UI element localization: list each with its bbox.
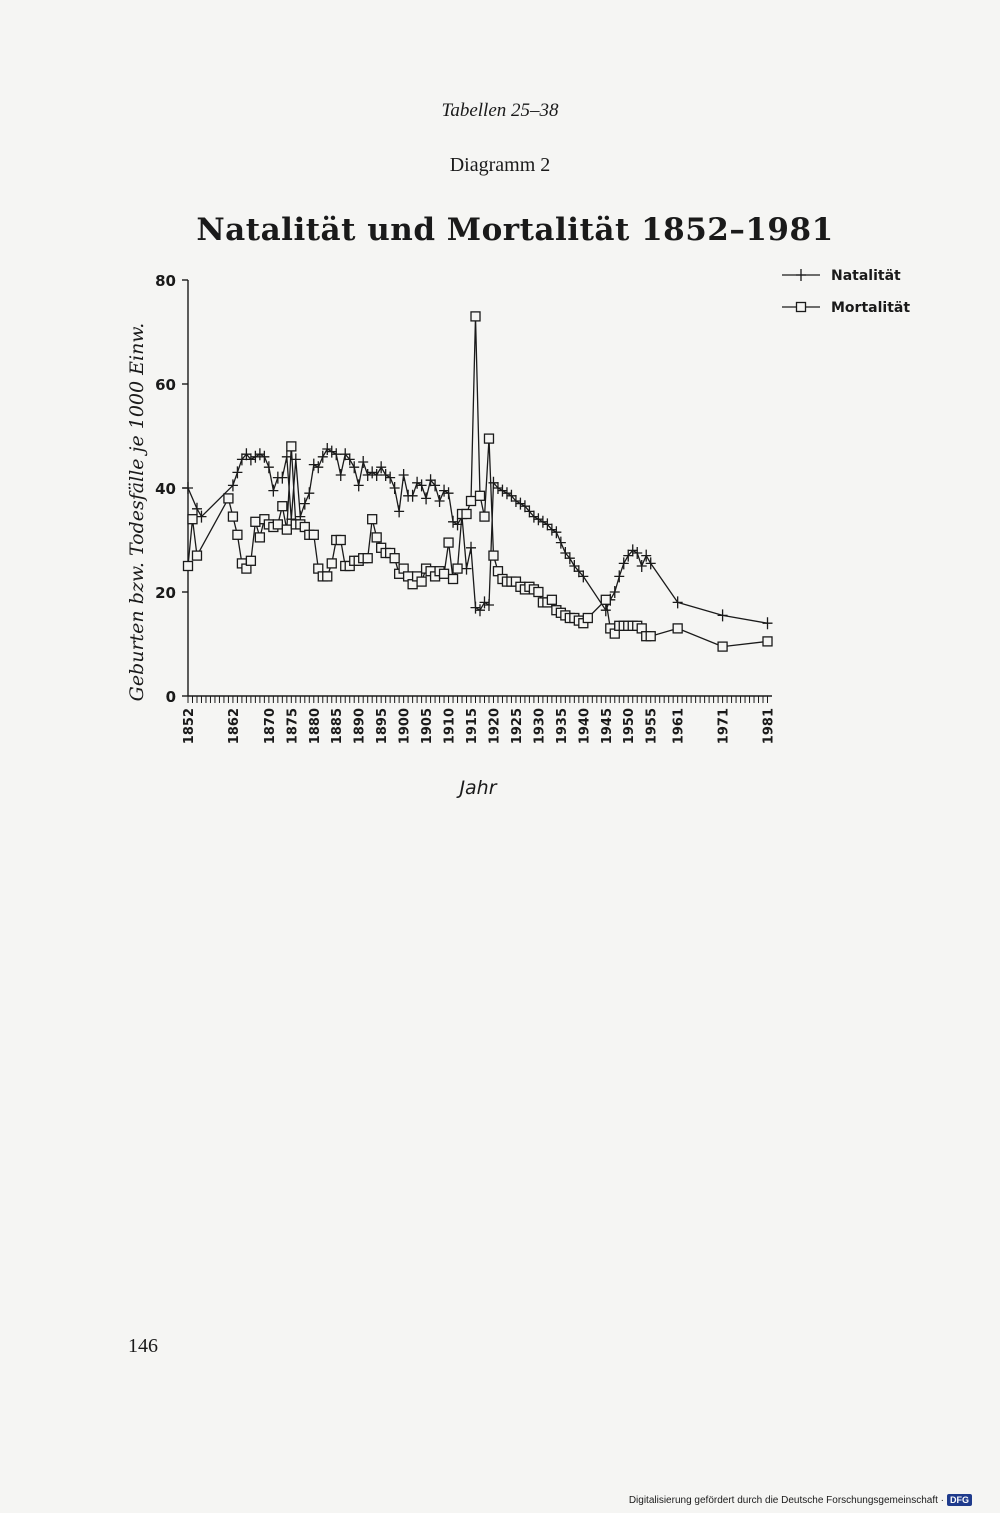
data-point bbox=[300, 498, 310, 510]
data-point bbox=[480, 512, 489, 521]
data-point bbox=[453, 564, 462, 573]
data-point bbox=[331, 448, 341, 460]
legend-label: Mortalität bbox=[831, 300, 911, 316]
data-point bbox=[448, 516, 458, 528]
data-point bbox=[184, 562, 193, 571]
data-point bbox=[417, 577, 426, 586]
data-point bbox=[435, 495, 445, 507]
data-point bbox=[327, 446, 337, 458]
data-point bbox=[268, 485, 278, 497]
data-point bbox=[421, 492, 431, 504]
x-tick-label: 1875 bbox=[285, 708, 301, 745]
running-header: Tabellen 25–38 bbox=[441, 100, 559, 121]
data-point bbox=[372, 469, 382, 481]
data-point bbox=[381, 469, 391, 481]
data-point bbox=[637, 560, 647, 572]
data-point bbox=[489, 551, 498, 560]
x-tick-label: 1862 bbox=[226, 708, 242, 745]
x-tick-label: 1925 bbox=[509, 708, 525, 745]
legend-marker bbox=[797, 303, 806, 312]
data-point bbox=[417, 479, 427, 491]
data-point bbox=[313, 461, 323, 473]
data-point bbox=[641, 550, 651, 562]
x-tick-label: 1905 bbox=[420, 708, 436, 745]
data-point bbox=[304, 487, 314, 499]
x-tick-label: 1852 bbox=[182, 708, 197, 745]
y-tick-label: 40 bbox=[155, 480, 176, 498]
data-point bbox=[484, 434, 493, 443]
x-tick-label: 1981 bbox=[761, 708, 777, 745]
x-tick-label: 1910 bbox=[442, 708, 458, 745]
x-tick-label: 1920 bbox=[487, 708, 503, 745]
data-point bbox=[533, 513, 543, 525]
x-tick-label: 1935 bbox=[554, 708, 570, 745]
data-point bbox=[601, 595, 610, 604]
data-point bbox=[259, 451, 269, 463]
x-tick-label: 1950 bbox=[622, 708, 638, 745]
data-point bbox=[412, 477, 422, 489]
data-point bbox=[376, 461, 386, 473]
legend-marker bbox=[796, 269, 806, 281]
data-point bbox=[673, 624, 682, 633]
series-line bbox=[188, 449, 768, 623]
data-point bbox=[354, 479, 364, 491]
data-point bbox=[497, 485, 507, 497]
data-point bbox=[250, 451, 260, 463]
data-point bbox=[439, 485, 449, 497]
data-point bbox=[336, 536, 345, 545]
data-point bbox=[484, 599, 494, 611]
data-point bbox=[763, 637, 772, 646]
series-line bbox=[188, 316, 768, 646]
data-point bbox=[264, 461, 274, 473]
chart-title: Natalität und Mortalität 1852–1981 bbox=[196, 212, 834, 248]
footer-text: Digitalisierung gefördert durch die Deutsche Forschungsgemeinschaft · bbox=[628, 1494, 944, 1506]
data-point bbox=[232, 466, 242, 478]
footer bbox=[629, 1494, 972, 1506]
data-point bbox=[632, 547, 642, 559]
data-point bbox=[610, 586, 620, 598]
data-point bbox=[336, 469, 346, 481]
data-point bbox=[309, 459, 319, 471]
data-point bbox=[444, 487, 454, 499]
x-tick-label: 1971 bbox=[716, 708, 732, 745]
x-axis-label: Jahr bbox=[459, 777, 497, 799]
data-point bbox=[462, 510, 471, 519]
x-tick-label: 1961 bbox=[671, 708, 687, 745]
data-point bbox=[246, 556, 255, 565]
x-tick-label: 1895 bbox=[375, 708, 391, 745]
data-point bbox=[390, 554, 399, 563]
x-tick-label: 1915 bbox=[465, 708, 481, 745]
x-tick-label: 1930 bbox=[532, 708, 548, 745]
series-natalitaet bbox=[183, 443, 773, 629]
data-point bbox=[646, 632, 655, 641]
data-point bbox=[408, 490, 418, 502]
y-tick-label: 80 bbox=[155, 272, 176, 290]
y-tick-label: 20 bbox=[155, 584, 176, 602]
y-axis-label: Geburten bzw. Todesfälle je 1000 Einw. bbox=[126, 322, 148, 702]
data-point bbox=[224, 494, 233, 503]
data-point bbox=[471, 312, 480, 321]
data-point bbox=[277, 472, 287, 484]
data-point bbox=[538, 516, 548, 528]
dfg-logo: DFG bbox=[947, 1494, 972, 1506]
data-point bbox=[718, 642, 727, 651]
data-point bbox=[363, 469, 373, 481]
x-tick-label: 1940 bbox=[577, 708, 593, 745]
data-point bbox=[440, 569, 449, 578]
data-point bbox=[372, 533, 381, 542]
x-tick-label: 1900 bbox=[397, 708, 413, 745]
data-point bbox=[385, 472, 395, 484]
data-point bbox=[287, 442, 296, 451]
data-point bbox=[718, 609, 728, 621]
data-point bbox=[399, 469, 409, 481]
data-point bbox=[551, 526, 561, 538]
data-point bbox=[390, 482, 400, 494]
data-point bbox=[318, 451, 328, 463]
data-point bbox=[255, 533, 264, 542]
data-point bbox=[278, 502, 287, 511]
data-point bbox=[556, 537, 566, 549]
y-tick-label: 60 bbox=[155, 376, 176, 394]
data-point bbox=[449, 575, 458, 584]
data-point bbox=[322, 443, 332, 455]
x-tick-label: 1885 bbox=[330, 708, 346, 745]
data-point bbox=[467, 497, 476, 506]
x-tick-label: 1870 bbox=[262, 708, 278, 745]
x-tick-label: 1890 bbox=[352, 708, 368, 745]
data-point bbox=[327, 559, 336, 568]
data-point bbox=[368, 515, 377, 524]
data-point bbox=[192, 551, 201, 560]
data-point bbox=[358, 456, 368, 468]
data-point bbox=[614, 570, 624, 582]
data-point bbox=[534, 588, 543, 597]
data-point bbox=[462, 563, 472, 575]
data-point bbox=[466, 542, 476, 554]
data-point bbox=[475, 604, 485, 616]
data-point bbox=[547, 595, 556, 604]
data-point bbox=[273, 520, 282, 529]
diagram-label: Diagramm 2 bbox=[449, 154, 551, 176]
data-point bbox=[471, 602, 481, 614]
data-point bbox=[251, 517, 260, 526]
legend-label: Natalität bbox=[831, 268, 901, 284]
x-tick-label: 1880 bbox=[307, 708, 323, 745]
data-point bbox=[444, 538, 453, 547]
chart-series-layer bbox=[183, 312, 773, 651]
data-point bbox=[476, 491, 485, 500]
data-point bbox=[349, 461, 359, 473]
data-point bbox=[233, 530, 242, 539]
data-point bbox=[228, 512, 237, 521]
data-point bbox=[479, 596, 489, 608]
data-point bbox=[183, 482, 193, 494]
data-point bbox=[619, 557, 629, 569]
data-point bbox=[282, 525, 291, 534]
data-point bbox=[363, 554, 372, 563]
data-point bbox=[502, 487, 512, 499]
x-tick-label: 1955 bbox=[644, 708, 660, 745]
chart-legend bbox=[782, 268, 910, 316]
data-point bbox=[367, 466, 377, 478]
data-point bbox=[192, 503, 202, 515]
chart-axes bbox=[155, 272, 776, 744]
data-point bbox=[763, 617, 773, 629]
data-point bbox=[583, 614, 592, 623]
data-point bbox=[323, 572, 332, 581]
data-point bbox=[255, 448, 265, 460]
x-tick-label: 1945 bbox=[599, 708, 615, 745]
data-point bbox=[394, 505, 404, 517]
data-point bbox=[515, 498, 525, 510]
data-point bbox=[309, 530, 318, 539]
y-tick-label: 0 bbox=[165, 688, 176, 706]
page-number: 146 bbox=[128, 1335, 158, 1357]
data-point bbox=[188, 515, 197, 524]
